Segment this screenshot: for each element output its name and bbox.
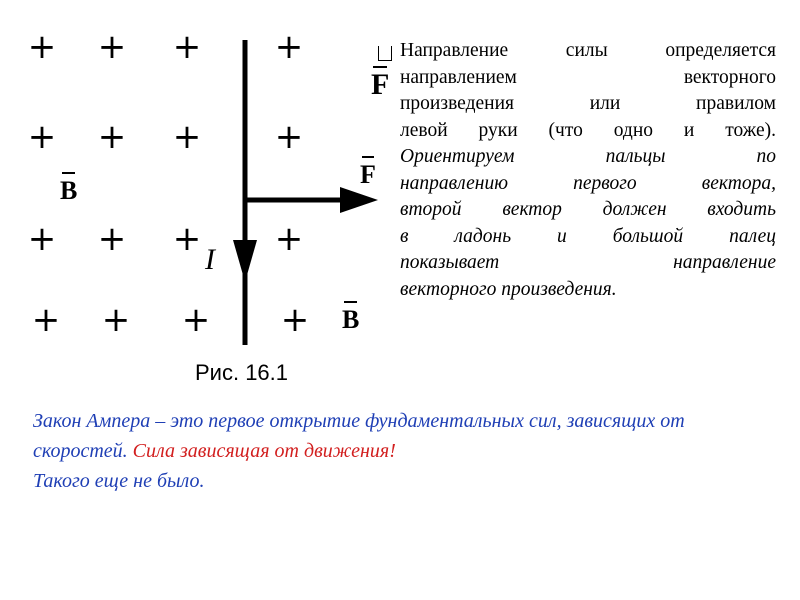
field-plus-mark: + <box>27 117 57 157</box>
field-plus-mark: + <box>97 117 127 157</box>
missing-glyph-box <box>378 46 392 61</box>
explanation-line: левой руки (что одно и тоже). <box>400 119 776 141</box>
vector-b-label-bottom: B <box>342 307 359 333</box>
force-arrowhead <box>340 187 378 213</box>
field-plus-mark: + <box>280 300 310 340</box>
explanation-line: второй вектор должен входить <box>400 199 776 220</box>
vector-f-label: F <box>360 162 376 188</box>
explanation-line: Направление силы определяется <box>400 40 776 61</box>
explanation-line: произведения или правилом <box>400 93 776 114</box>
explanation-line: направлению первого вектора, <box>400 172 776 194</box>
law-text-blue-end: Такого еще не было. <box>33 470 205 492</box>
field-plus-mark: + <box>101 300 131 340</box>
explanation-line: Ориентируем пальцы по <box>400 146 776 167</box>
explanation-paragraph <box>400 38 776 303</box>
explanation-line: векторного произведения. <box>400 278 617 300</box>
figure-caption: Рис. 16.1 <box>195 360 289 385</box>
current-arrowhead <box>233 240 257 282</box>
current-label: I <box>205 243 215 276</box>
explanation-line: направлением векторного <box>400 66 776 88</box>
field-plus-mark: + <box>172 117 202 157</box>
explanation-line: показывает направление <box>400 252 776 273</box>
vector-f-heading: F <box>371 68 390 101</box>
field-plus-mark: + <box>274 219 304 259</box>
law-text-red: Сила зависящая от движения! <box>132 440 396 462</box>
field-plus-mark: + <box>274 27 304 67</box>
field-plus-mark: + <box>27 219 57 259</box>
explanation-line: в ладонь и большой палец <box>400 225 776 247</box>
field-plus-mark: + <box>181 300 211 340</box>
field-plus-mark: + <box>97 219 127 259</box>
field-plus-mark: + <box>172 27 202 67</box>
law-text-blue: Закон Ампера – это первое открытие фундаментальных сил, зависящих от скоростей. <box>33 410 685 462</box>
ampere-law-statement <box>33 406 773 496</box>
field-plus-mark: + <box>97 27 127 67</box>
field-plus-mark: + <box>274 117 304 157</box>
vector-b-label: B <box>60 178 77 204</box>
field-plus-mark: + <box>31 300 61 340</box>
field-plus-mark: + <box>27 27 57 67</box>
field-plus-mark: + <box>172 219 202 259</box>
magnetic-field-figure <box>0 0 400 400</box>
